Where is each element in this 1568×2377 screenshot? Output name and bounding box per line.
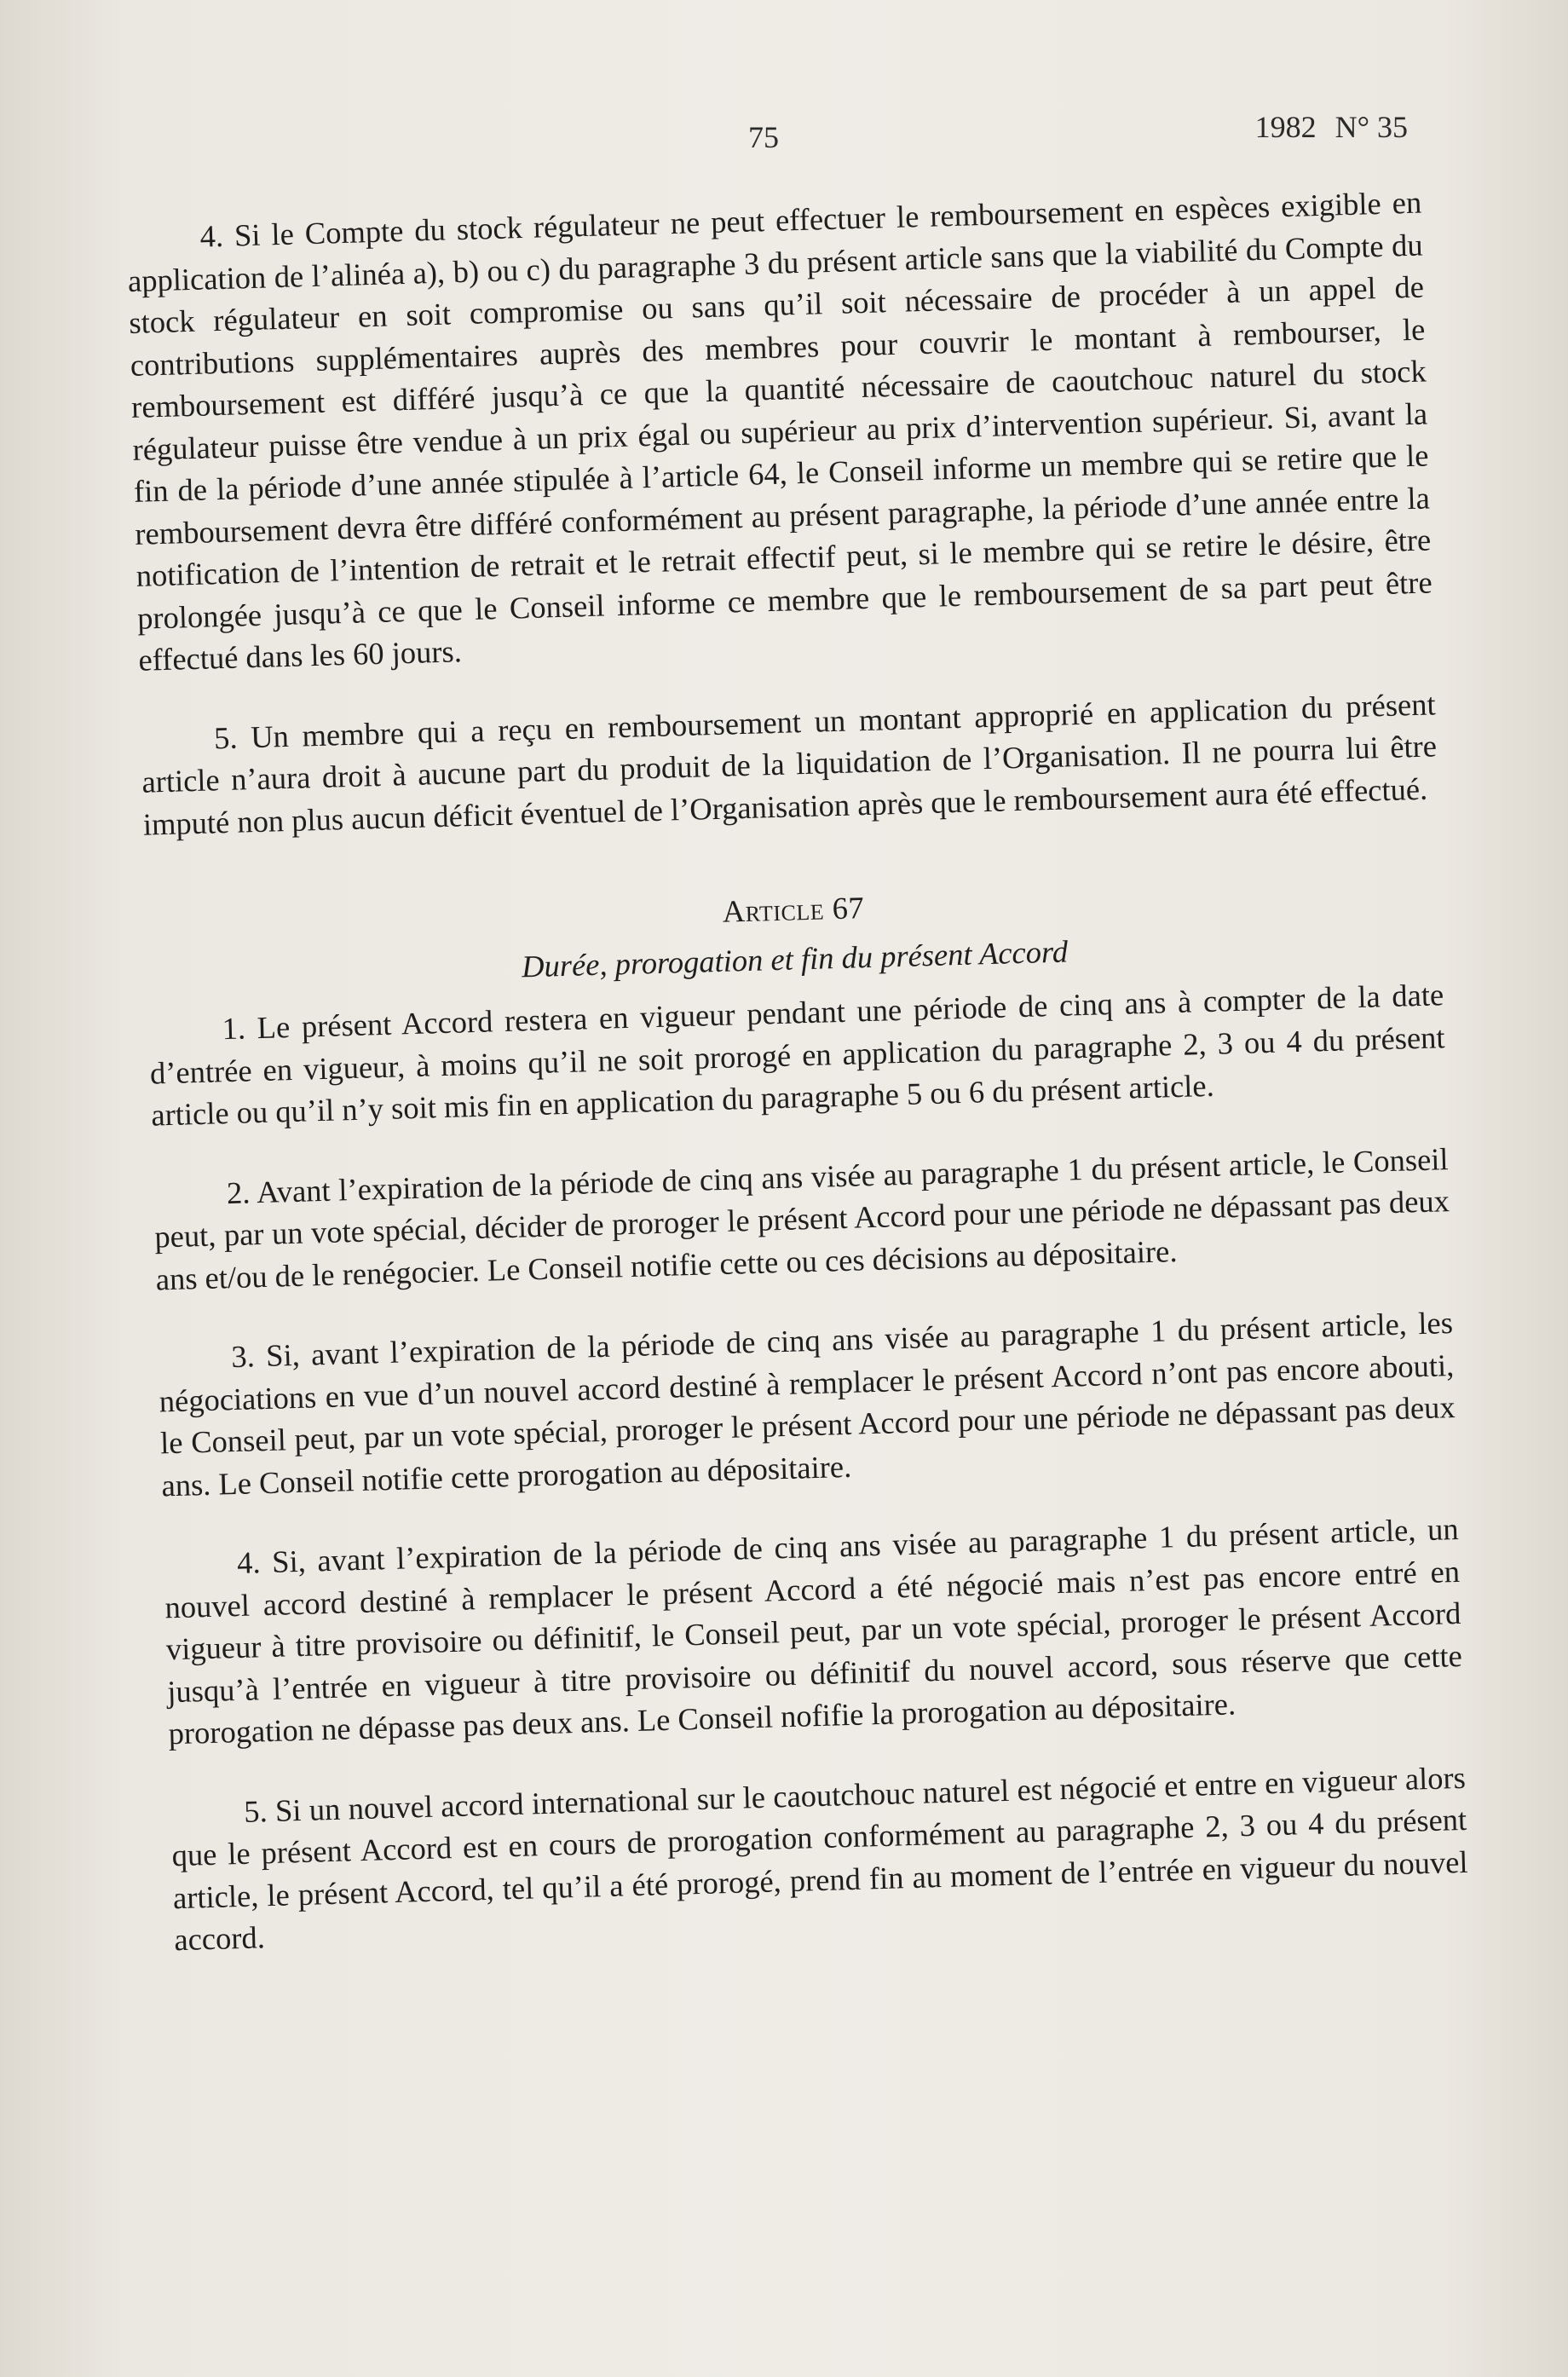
issue-year: 1982 <box>1254 110 1317 144</box>
article-heading: Article 67 <box>722 890 865 929</box>
article-paragraph-3: 3. Si, avant l’expiration de la période de cinq ans visée au paragraphe 1 du présent article, les négociations en vue d’un nouvel accord destiné à remplacer le présent Accord n’ont pas encore abouti, le Conseil peut, par un vote spécial, proroger le présent Accord pour une période ne dépassant pas deux ans. Le Conseil notifie cette prorogation au dépositaire. <box>159 1305 1456 1503</box>
article-paragraph-1: 1. Le présent Accord restera en vigueur pendant une période de cinq ans à compter de la date d’entrée en vigueur, à moins qu’il ne soit prorogé en application du paragraphe 2, 3 ou 4 du présent article ou qu’il n’y soit mis fin en application du paragraphe 5 ou 6 du présent article. <box>149 977 1446 1133</box>
article-subtitle: Durée, prorogation et fin du présent Accord <box>521 932 1069 984</box>
page-number: 75 <box>748 120 779 154</box>
article-paragraph-4: 4. Si, avant l’expiration de la période de cinq ans visée au paragraphe 1 du présent article, un nouvel accord destiné à remplacer le présent Accord a été négocié mais n’est pas encore entré en vigueur à titre provisoire ou définitif, le Conseil peut, par un vote spécial, proroger le présent Accord jusqu’à l’entrée en vigueur à titre provisoire ou définitif du nouvel accord, sous réserve que cette prorogation ne dépasse pas deux ans. Le Conseil nofifie la prorogation au dépositaire. <box>164 1510 1463 1751</box>
paragraph-4-refund-deferral: 4. Si le Compte du stock régulateur ne peut effectuer le remboursement en espèces exigible en application de l’alinéa a), b) ou c) du paragraphe 3 du présent article sans que la viabilité du Compte du stock régulateur en soit compromise ou sans qu’il soit nécessaire de procéder à un appel de contributions supplémentaires auprès des membres pour couvrir le montant à rembourser, le remboursement est différé jusqu’à ce que la quantité nécessaire de caoutchouc naturel du stock régulateur puisse être vendue à un prix égal ou supérieur au prix d’intervention supérieur. Si, avant la fin de la période d’une année stipulée à l’article 64, le Conseil informe un membre qui se retire que le remboursement devra être différé conformément au présent paragraphe, la période d’une année entre la notification de l’intention de retrait et le retrait effectif peut, si le membre qui se retire le désire, être prolongée jusqu’à ce que le Conseil informe ce membre que le remboursement de sa part peut être effectué dans les 60 jours. <box>127 184 1433 678</box>
issue-reference <box>1255 109 1408 145</box>
paragraph-5-no-share-liquidation: 5. Un membre qui a reçu en remboursement un montant approprié en application du présent article n’aura droit à aucune part du produit de la liquidation de l’Organisation. Il ne pourra lui être imputé non plus aucun déficit éventuel de l’Organisation après que le remboursement aura été effectué. <box>141 685 1438 842</box>
article-paragraph-2: 2. Avant l’expiration de la période de cinq ans visée au paragraphe 1 du présent article, le Conseil peut, par un vote spécial, décider de proroger le présent Accord pour une période ne dépassant pas deux ans et/ou de le renégocier. Le Conseil notifie cette ou ces décisions au dépositaire. <box>153 1140 1450 1297</box>
page-header <box>0 109 1568 160</box>
issue-number: N° 35 <box>1335 110 1408 144</box>
article-paragraph-5: 5. Si un nouvel accord international sur le caoutchouc naturel est négocié et entre en vigueur alors que le présent Accord est en cours de prorogation conformément au paragraphe 2, 3 ou 4 du présent article, le présent Accord, tel qu’il a été prorogé, prend fin au moment de l’entrée en vigueur du nouvel accord. <box>171 1759 1469 1958</box>
page-body <box>126 182 1471 1999</box>
